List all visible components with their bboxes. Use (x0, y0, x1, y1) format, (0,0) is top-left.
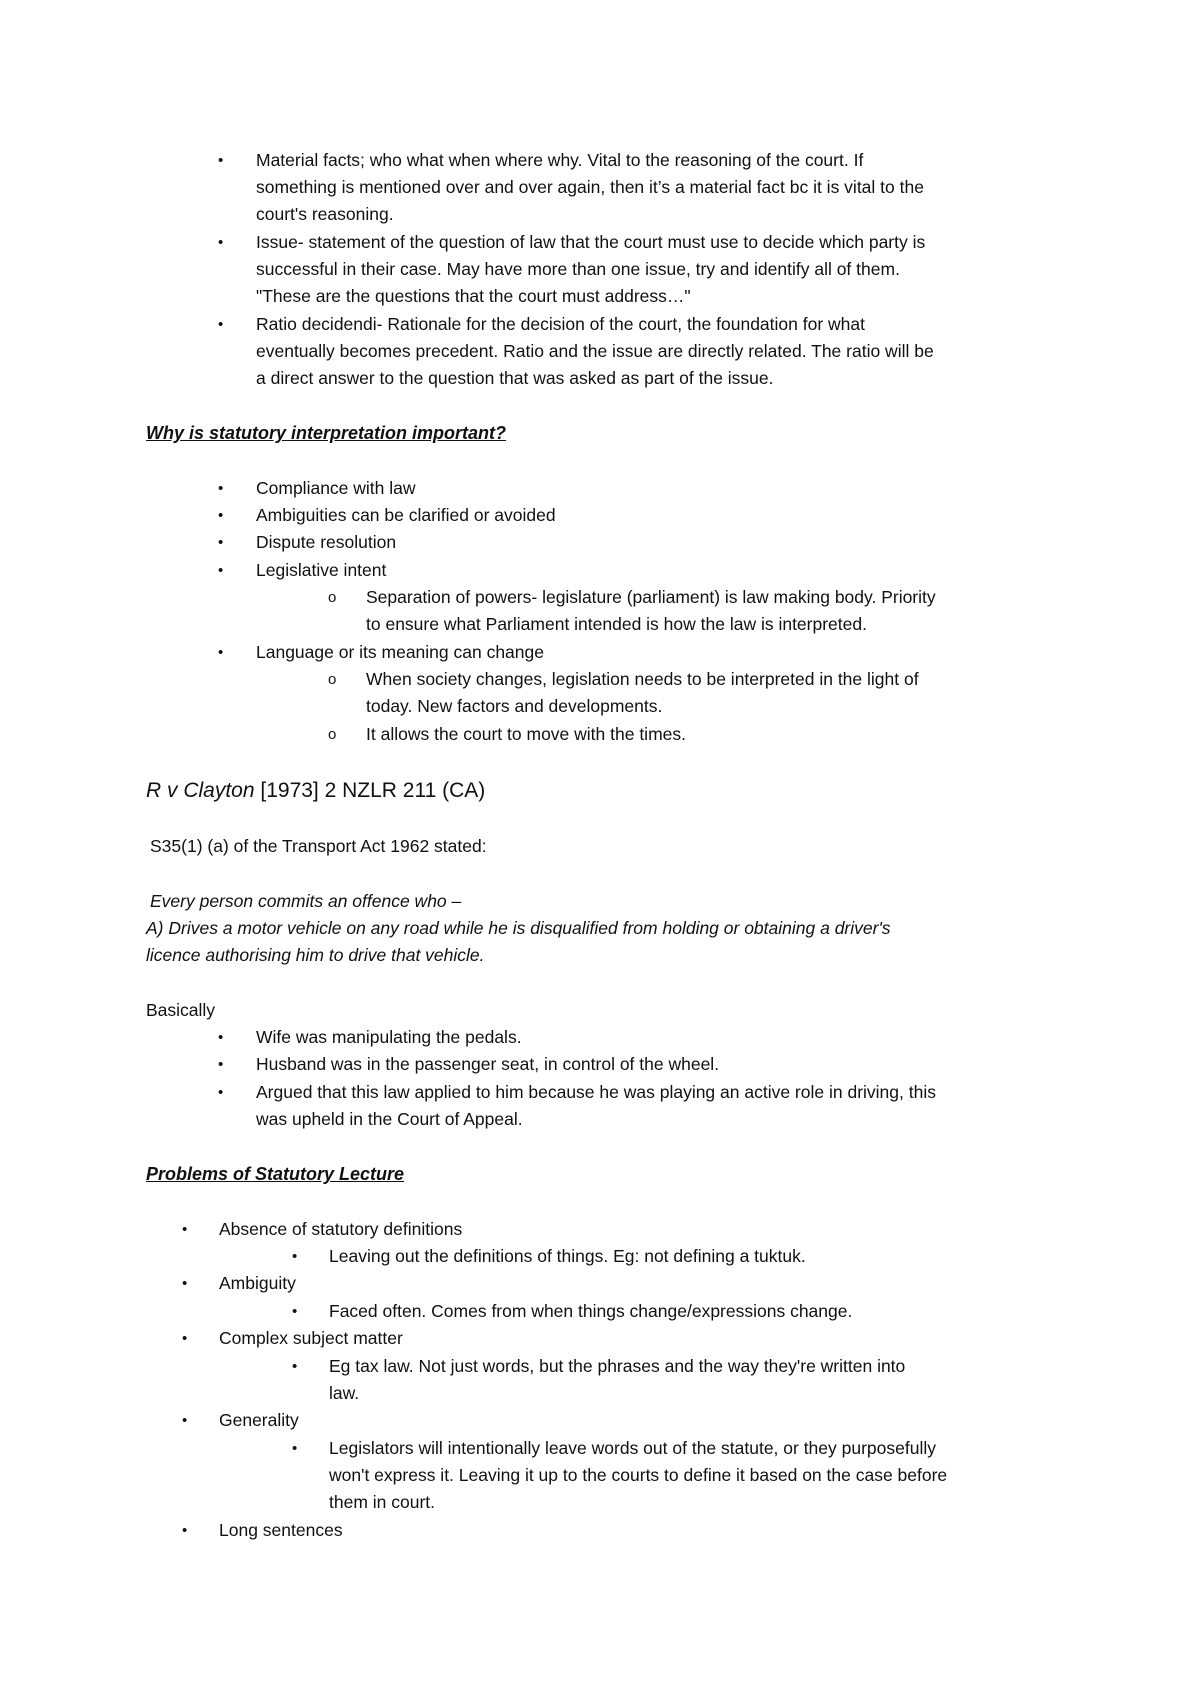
statutory-interpretation-heading: Why is statutory interpretation important? (146, 423, 507, 443)
bullet-icon: • (218, 1084, 224, 1101)
bullet-icon: • (218, 1056, 224, 1073)
intent-sub-line-1: Separation of powers- legislature (parliament) is law making body. Priority (366, 587, 936, 607)
sub-bullet-icon: o (328, 671, 337, 688)
list-item-intent: Legislative intent (256, 560, 387, 580)
problem-complex: Complex subject matter (219, 1328, 403, 1348)
case-citation: [1973] 2 NZLR 211 (CA) (254, 779, 486, 802)
problem-generality-sub-line-3: them in court. (329, 1492, 436, 1512)
case-item-wife: Wife was manipulating the pedals. (256, 1027, 522, 1047)
problem-absence: Absence of statutory definitions (219, 1219, 463, 1239)
bullet-icon: • (218, 507, 224, 524)
list-item-ambiguities: Ambiguities can be clarified or avoided (256, 505, 556, 525)
list-item-dispute: Dispute resolution (256, 532, 397, 552)
bullet-icon: • (218, 152, 224, 169)
bullet-icon: • (218, 234, 224, 251)
problems-heading: Problems of Statutory Lecture (146, 1164, 405, 1184)
sub-bullet-icon: • (292, 1303, 298, 1320)
issue-line-2: successful in their case. May have more than one issue, try and identify all of them. (256, 259, 900, 279)
problem-long-sentences: Long sentences (219, 1520, 343, 1540)
bullet-icon: • (218, 562, 224, 579)
problem-generality: Generality (219, 1410, 299, 1430)
bullet-icon: • (218, 480, 224, 497)
quote-line-3: licence authorising him to drive that vehicle. (146, 945, 485, 965)
problem-ambiguity-sub: Faced often. Comes from when things change/expressions change. (329, 1301, 853, 1321)
bullet-icon: • (182, 1522, 188, 1539)
bullet-icon: • (218, 534, 224, 551)
bullet-icon: • (182, 1275, 188, 1292)
sub-bullet-icon: • (292, 1248, 298, 1265)
bullet-icon: • (218, 644, 224, 661)
bullet-icon: • (182, 1330, 188, 1347)
material-facts-line-2: something is mentioned over and over again, then it’s a material fact bc it is vital to the (256, 177, 924, 197)
problem-generality-sub-line-2: won't express it. Leaving it up to the courts to define it based on the case before (329, 1465, 948, 1485)
statute-line: S35(1) (a) of the Transport Act 1962 stated: (150, 836, 487, 856)
sub-bullet-icon: • (292, 1358, 298, 1375)
sub-bullet-icon: o (328, 589, 337, 606)
problem-complex-sub-line-1: Eg tax law. Not just words, but the phrases and the way they're written into (329, 1356, 906, 1376)
quote-line-1: Every person commits an offence who – (150, 891, 462, 911)
language-sub-1-line-1: When society changes, legislation needs to be interpreted in the light of (366, 669, 919, 689)
problem-ambiguity: Ambiguity (219, 1273, 296, 1293)
case-item-husband: Husband was in the passenger seat, in control of the wheel. (256, 1054, 720, 1074)
case-name: R v Clayton (146, 779, 255, 802)
sub-bullet-icon: o (328, 726, 337, 743)
bullet-icon: • (218, 316, 224, 333)
case-title (146, 776, 485, 806)
problem-absence-sub: Leaving out the definitions of things. Eg: not defining a tuktuk. (329, 1246, 806, 1266)
problem-complex-sub-line-2: law. (329, 1383, 360, 1403)
material-facts-line-3: court's reasoning. (256, 204, 394, 224)
basically-label: Basically (146, 1000, 216, 1020)
ratio-line-1: Ratio decidendi- Rationale for the decision of the court, the foundation for what (256, 314, 865, 334)
case-item-argued-line-2: was upheld in the Court of Appeal. (256, 1109, 523, 1129)
issue-line-3: "These are the questions that the court must address…" (256, 286, 691, 306)
intent-sub-line-2: to ensure what Parliament intended is how the law is interpreted. (366, 614, 867, 634)
bullet-icon: • (182, 1412, 188, 1429)
case-item-argued-line-1: Argued that this law applied to him because he was playing an active role in driving, this (256, 1082, 936, 1102)
bullet-icon: • (218, 1029, 224, 1046)
ratio-line-3: a direct answer to the question that was asked as part of the issue. (256, 368, 774, 388)
bullet-icon: • (182, 1221, 188, 1238)
language-sub-1-line-2: today. New factors and developments. (366, 696, 663, 716)
material-facts-line-1: Material facts; who what when where why. Vital to the reasoning of the court. If (256, 150, 864, 170)
list-item-language: Language or its meaning can change (256, 642, 544, 662)
ratio-line-2: eventually becomes precedent. Ratio and the issue are directly related. The ratio will be (256, 341, 934, 361)
sub-bullet-icon: • (292, 1440, 298, 1457)
problem-generality-sub-line-1: Legislators will intentionally leave words out of the statute, or they purposefully (329, 1438, 936, 1458)
issue-line-1: Issue- statement of the question of law that the court must use to decide which party is (256, 232, 926, 252)
quote-line-2: A) Drives a motor vehicle on any road while he is disqualified from holding or obtaining a driver's (146, 918, 891, 938)
list-item-compliance: Compliance with law (256, 478, 416, 498)
language-sub-2-line-1: It allows the court to move with the times. (366, 724, 686, 744)
